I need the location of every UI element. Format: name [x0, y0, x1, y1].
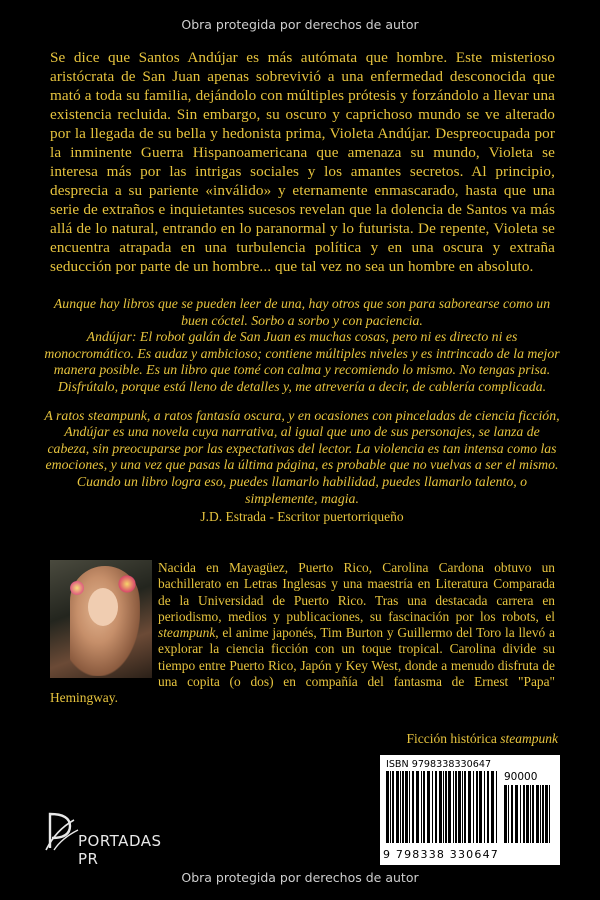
price-addon-code: 90000 — [504, 771, 538, 783]
review-paragraph-3: A ratos steampunk, a ratos fantasía oscura, y en ocasiones con pinceladas de ciencia ficción, Andújar es una novela cuya narrativa, al igual que uno de sus personajes, se lanza de cabeza, sin preocuparse por las expectativas del lector. La violencia es tan intensa como las emociones, y una vez que pasas la última página, es probable que no vuelvas a ser el mismo. Cuando un libro logra eso, puedes llamarlo habilidad, puedes llamarlo talento, o simplemente, magia. — [44, 407, 560, 506]
author-bio-part-2: , el anime japonés, Tim Burton y Guillermo del Toro la llevó a explorar la ciencia ficción con un toque tropical. Carolina divide su tiempo entre Puerto Rico, Japón y Key West, donde a menudo disfruta de una copita (o dos) en compañía del fantasma de Ernest "Papa" Hemingway. — [50, 625, 555, 706]
author-bio-part-1: Nacida en Mayagüez, Puerto Rico, Carolina Cardona obtuvo un bachillerato en Letras Inglesas y una maestría en Literatura Comparada de la Universidad de Puerto Rico. Tras una destacada carrera en periodismo, medios y publicaciones, su fascinación por los robots, el — [158, 560, 555, 624]
copyright-watermark-top: Obra protegida por derechos de autor — [181, 17, 419, 32]
isbn-label: ISBN 9798338330647 — [386, 759, 492, 770]
review-author: J.D. Estrada - Escritor puertorriqueño — [200, 509, 404, 524]
genre-italic: steampunk — [500, 731, 558, 746]
copyright-watermark-bottom: Obra protegida por derechos de autor — [181, 870, 419, 885]
review-paragraph-1: Aunque hay libros que se pueden leer de una, hay otros que son para saborearse como un buen cóctel. Sorbo a sorbo y con paciencia. — [53, 296, 551, 328]
isbn-barcode — [380, 755, 560, 865]
publisher-name: PORTADAS PR — [78, 832, 162, 868]
author-bio — [50, 560, 555, 707]
review-paragraph-2: Andújar: El robot galán de San Juan es muchas cosas, pero ni es directo ni es monocromático. Es audaz y ambicioso; contiene múltiples niveles y es intrincado de la mejor manera posible. Es un libro que tomé con calma y recomiendo lo mismo. No tengas prisa. Disfrútalo, porque está lleno de detalles y, me atrevería a decir, de cablería complicada. — [44, 329, 560, 394]
genre-label — [300, 731, 558, 747]
addon-barcode-bars — [504, 785, 552, 843]
book-synopsis: Se dice que Santos Andújar es más autómata que hombre. Este misterioso aristócrata de San Juan apenas sobrevivió a una enfermedad desconocida que mató a toda su familia, dejándolo con múltiples prótesis y forzándolo a llevar una existencia recluida. Sin embargo, su oscuro y caprichoso mundo se ve alterado por la llegada de su bella y hedonista prima, Violeta Andújar. Despreocupada por la inminente Guerra Hispanoamericana que amenaza su mundo, Violeta se interesa más por las intrigas sociales y los amantes secretos. Al principio, desprecia a su pariente «inválido» y eternamente enmascarado, hasta que una serie de extraños e inquietantes sucesos revelan que la dolencia de Santos va más allá de lo natural, entrando en lo paranormal y lo futurista. De repente, Violeta se encuentra atrapada en una turbulencia política y en una oscura y extraña seducción por parte de un hombre... que tal vez no sea un hombre en absoluto. — [50, 49, 555, 275]
publisher-logo — [44, 808, 164, 868]
ean-barcode-bars — [386, 771, 498, 843]
review-quote — [44, 296, 560, 507]
genre-text: Ficción histórica — [406, 731, 501, 746]
ean-number: 9 798338 330647 — [383, 848, 499, 861]
author-bio-italic: steampunk — [158, 625, 216, 641]
